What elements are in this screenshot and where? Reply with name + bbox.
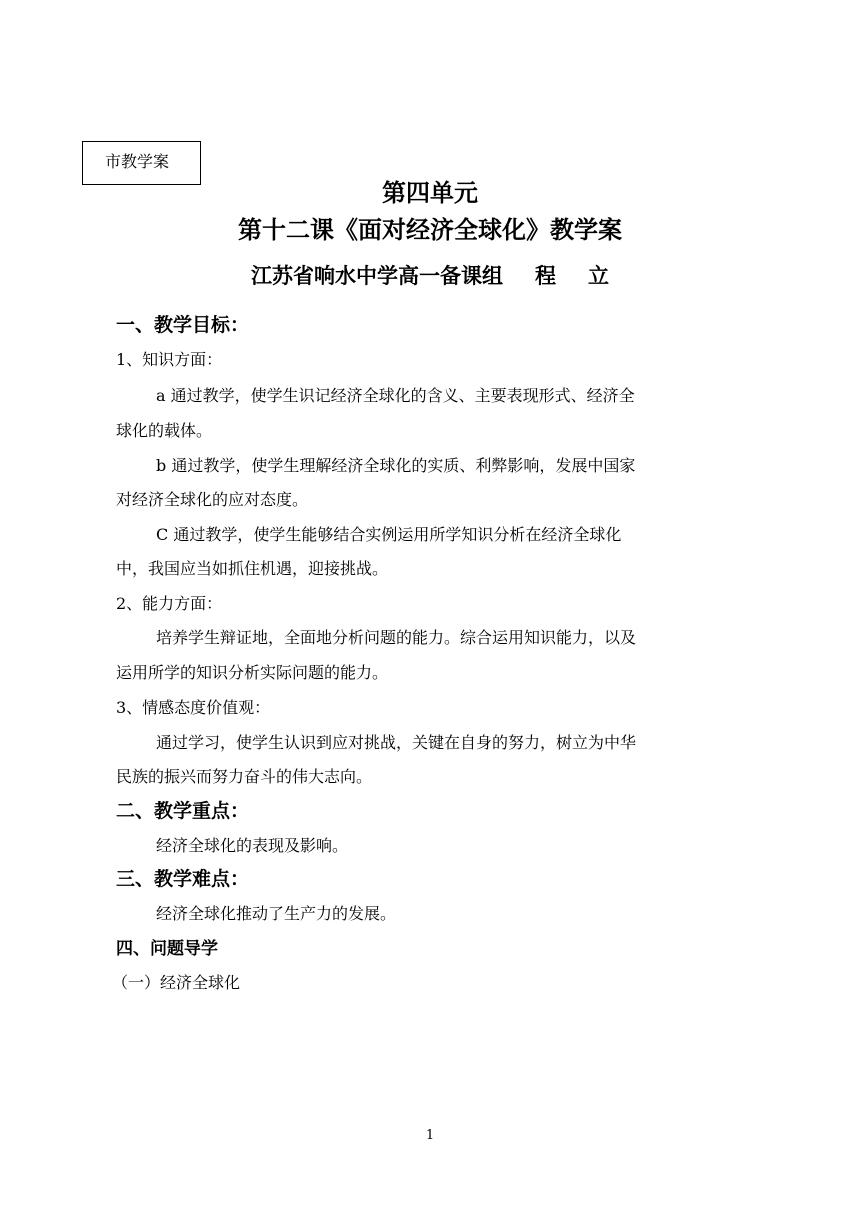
key-points-text: 经济全球化的表现及影响。 (156, 836, 349, 855)
values-line1: 通过学习，使学生认识到应对挑战，关键在自身的努力，树立为中华 (156, 733, 637, 752)
lesson-title: 第十二课《面对经济全球化》教学案 (238, 216, 622, 244)
knowledge-a-line1: a 通过教学，使学生识记经济全球化的含义、主要表现形式、经济全 (156, 386, 635, 405)
unit-title: 第四单元 (382, 179, 478, 207)
heading-objectives: 一、教学目标： (116, 314, 250, 336)
values-label: 3、情感态度价值观： (116, 698, 271, 717)
knowledge-a-line2: 球化的载体。 (116, 421, 213, 440)
knowledge-b-line2: 对经济全球化的应对态度。 (116, 490, 309, 509)
ability-line1: 培养学生辩证地，全面地分析问题的能力。综合运用知识能力，以及 (156, 628, 637, 647)
ability-line2: 运用所学的知识分析实际问题的能力。 (116, 663, 389, 682)
knowledge-c-line2: 中，我国应当如抓住机遇，迎接挑战。 (116, 559, 389, 578)
author-last-name: 立 (588, 264, 609, 288)
values-line2: 民族的振兴而努力奋斗的伟大志向。 (116, 767, 373, 786)
stamp-label: 市教学案 (105, 152, 170, 171)
knowledge-c-line1: C 通过教学，使学生能够结合实例运用所学知识分析在经济全球化 (156, 525, 622, 544)
heading-key-points: 二、教学重点： (116, 800, 250, 822)
guided-subheading: （一）经济全球化 (112, 973, 241, 992)
ability-label: 2、能力方面： (116, 594, 223, 613)
heading-guided-learning: 四、问题导学 (116, 939, 218, 959)
author-line (0, 260, 860, 292)
author-first-name: 程 (535, 264, 556, 288)
heading-difficulties: 三、教学难点： (116, 868, 250, 890)
difficulties-text: 经济全球化推动了生产力的发展。 (156, 904, 397, 923)
knowledge-b-line1: b 通过教学，使学生理解经济全球化的实质、利弊影响，发展中国家 (156, 456, 636, 475)
knowledge-label: 1、知识方面： (116, 350, 223, 369)
author-group: 江苏省响水中学高一备课组 (251, 264, 503, 288)
page-number: 1 (425, 1128, 435, 1143)
